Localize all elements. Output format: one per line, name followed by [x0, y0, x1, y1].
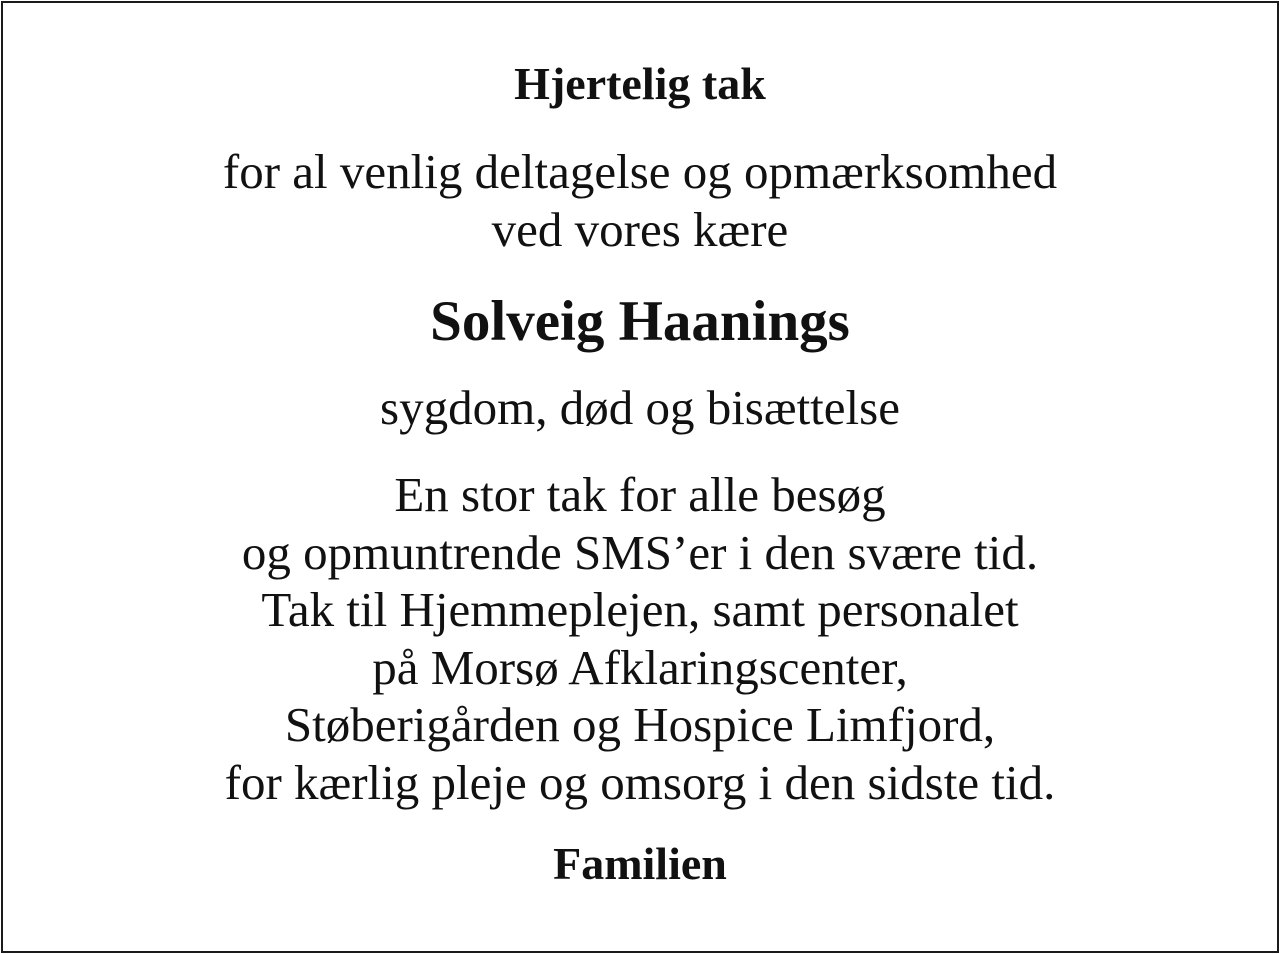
body-line: og opmuntrende SMS’er i den svære tid. — [241, 524, 1039, 580]
intro-line: for al venlig deltagelse og opmærksomhed — [222, 144, 1058, 199]
body-line: En stor tak for alle besøg — [394, 467, 886, 522]
body-line: for kærlig pleje og omsorg i den sidste tid. — [224, 754, 1056, 810]
signature: Familien — [553, 838, 727, 889]
thank-you-notice — [1, 1, 1279, 953]
occasion-text: sygdom, død og bisættelse — [380, 380, 900, 435]
body-text — [3, 466, 1277, 811]
body-line: Tak til Hjemmeplejen, samt personalet — [261, 582, 1019, 637]
body-line: på Morsø Afklaringscenter, — [372, 639, 908, 695]
intro-line: ved vores kære — [491, 202, 789, 257]
body-line: Støberigården og Hospice Limfjord, — [284, 697, 996, 752]
intro-text — [3, 143, 1277, 259]
notice-heading: Hjertelig tak — [514, 58, 766, 109]
deceased-name: Solveig Haanings — [430, 290, 850, 353]
